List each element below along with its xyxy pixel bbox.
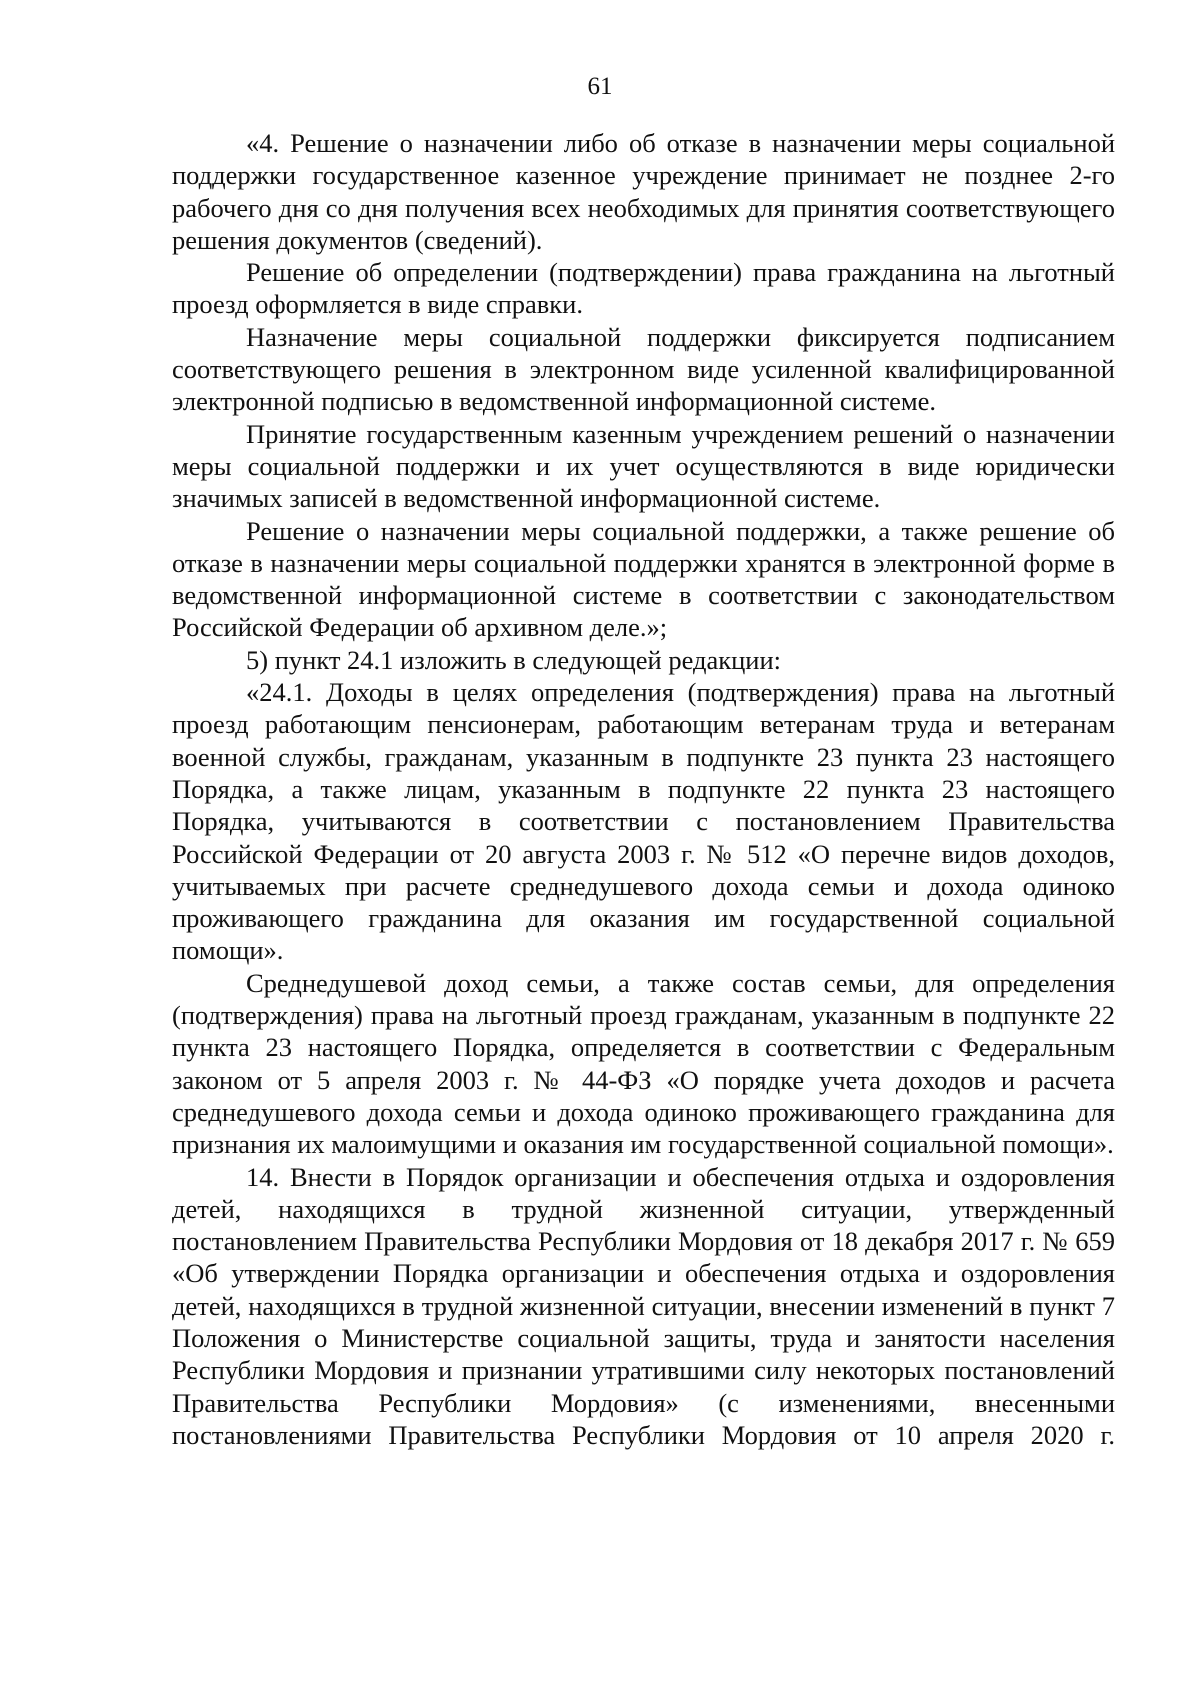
paragraph-clause-24-1: «24.1. Доходы в целях определения (подтверждения) права на льготный проезд работающим пенсионерам, работающим ветеранам труда и ветеранам военной службы, гражданам, указанным в подпункте 23 пункта 23 настоящего Порядка, а также лицам, указанным в подпункте 22 пункта 23 настоящего Порядка, учитываются в соответствии с постановлением Правительства Российской Федерации от 20 августа 2003 г. № 512 «О перечне видов доходов, учитываемых при расчете среднедушевого дохода семьи и дохода одиноко проживающего гражданина для оказания им государственной социальной помощи». <box>172 677 1115 966</box>
document-body <box>172 127 1115 1451</box>
paragraph-item-5: 5) пункт 24.1 изложить в следующей редакции: <box>246 644 782 675</box>
paragraph-legal-records: Принятие государственным казенным учреждением решений о назначении меры социальной поддержки и их учет осуществляются в виде юридически значимых записей в ведомственной информационной системе. <box>172 418 1115 514</box>
paragraph-item-14: 14. Внести в Порядок организации и обеспечения отдыха и оздоровления детей, находящихся в трудной жизненной ситуации, утвержденный постановлением Правительства Республики Мордовия от 18 декабря 2017 г. № 659 «Об утверждении Порядка организации и обеспечения отдыха и оздоровления детей, находящихся в трудной жизненной ситуации, внесении изменений в пункт 7 Положения о Министерстве социальной защиты, труда и занятости населения Республики Мордовия и признании утратившими силу некоторых постановлений Правительства Республики Мордовия» (с изменениями, внесенными постановлениями Правительства Республики Мордовия от 10 апреля 2020 г. <box>172 1161 1115 1450</box>
paragraph-archive-storage: Решение о назначении меры социальной поддержки, а также решение об отказе в назначении меры социальной поддержки хранятся в электронной форме в ведомственной информационной системе в соответствии с законодательством Российской Федерации об архивном деле.»; <box>172 515 1115 643</box>
paragraph-electronic-signature: Назначение меры социальной поддержки фиксируется подписанием соответствующего решения в электронном виде усиленной квалифицированной электронной подписью в ведомственной информационной системе. <box>172 321 1115 417</box>
paragraph-average-income: Среднедушевой доход семьи, а также состав семьи, для определения (подтверждения) права на льготный проезд гражданам, указанным в подпункте 22 пункта 23 настоящего Порядка, определяется в соответствии с Федеральным законом от 5 апреля 2003 г. № 44-ФЗ «О порядке учета доходов и расчета среднедушевого дохода семьи и дохода одиноко проживающего гражданина для признания их малоимущими и оказания им государственной социальной помощи». <box>172 967 1115 1160</box>
page-number: 61 <box>587 73 613 100</box>
paragraph-travel-certificate: Решение об определении (подтверждении) права гражданина на льготный проезд оформляется в виде справки. <box>172 257 1115 320</box>
paragraph-decision-deadline: «4. Решение о назначении либо об отказе в назначении меры социальной поддержки государственное казенное учреждение принимает не позднее 2-го рабочего дня со дня получения всех необходимых для принятия соответствующего решения документов (сведений). <box>172 128 1115 255</box>
